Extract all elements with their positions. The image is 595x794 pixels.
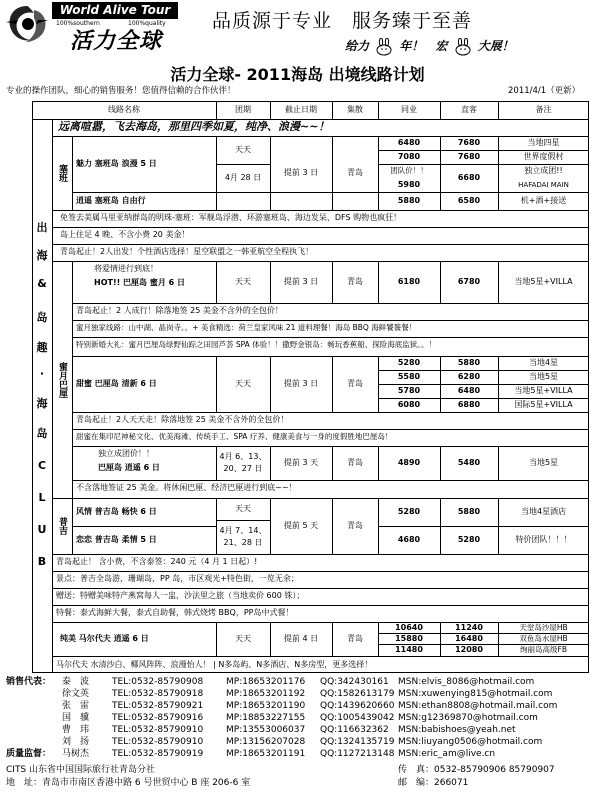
saipan-note: 青岛起止！2人出发！个性酒店选择！星空联盟之一韩亚航空全程执飞！ [60, 247, 314, 256]
col-header-peer-price: 同业 [401, 105, 417, 114]
route-name: 魅力 塞班岛 浪漫 5 日 [76, 159, 157, 168]
tour-dates: 天天 [235, 145, 251, 154]
peer-price: 5880 [397, 196, 421, 205]
remark: 世界度假村 [523, 152, 564, 161]
rep-tel: TEL:0532-85790910 [112, 725, 204, 735]
rep-mobile: MP:18853227155 [226, 713, 306, 723]
direct-price: 7680 [457, 152, 481, 161]
rep-qq: QQ:1005439042 [320, 713, 395, 723]
rep-mobile: MP:18653201176 [226, 677, 306, 687]
slogan-main: 品质源于专业 服务臻于至善 [212, 10, 473, 32]
col-header-direct-price: 直客 [461, 105, 477, 114]
deadline: 提前 3 日 [283, 379, 319, 388]
sidebar-char: 岛 [36, 311, 48, 324]
rep-msn: MSN:liuyang0506@hotmail.com [398, 737, 543, 747]
direct-price: 5280 [457, 535, 481, 544]
supervisor-qq: QQ:1127213148 [320, 749, 395, 759]
route-name: 纯美 马尔代夫 逍遥 6 日 [60, 634, 149, 643]
peer-price: 5280 [397, 507, 421, 516]
rep-mobile: MP:13553006037 [226, 725, 306, 735]
sidebar-char: 出 [36, 221, 48, 234]
direct-price: 6780 [457, 277, 481, 286]
sidebar-char: C [37, 459, 47, 472]
peer-price: 5780 [397, 386, 421, 395]
remark: 当地5星 [528, 372, 559, 381]
rep-msn: MSN:xuwenying815@hotmail.com [398, 689, 553, 699]
remark: 当地4星酒店 [520, 507, 567, 516]
direct-price: 16480 [455, 633, 483, 643]
slogan-line2 [345, 37, 514, 56]
brand-tagline-2: 100%quality [128, 20, 166, 27]
route-name: 恋恋 普吉岛 柔情 5 日 [76, 535, 157, 544]
postal-code: 邮 编：266071 [398, 778, 469, 788]
tour-dates: 4月 28 日 [224, 173, 262, 182]
bali-note: 不含落地签证 25 美金。将休闲巴厘、经济巴厘进行到底~~！ [76, 483, 297, 492]
col-header-remark: 备注 [535, 105, 552, 114]
group-price-label: 团队价！！ [390, 166, 428, 175]
remark: HAFADAI MAIN [518, 181, 569, 189]
sidebar-char: & [37, 277, 47, 290]
rep-name: 泰 波 [62, 677, 90, 687]
peer-price: 6080 [397, 400, 421, 409]
tour-dates: 天天 [235, 277, 251, 286]
direct-price: 12080 [455, 645, 483, 654]
direct-price: 6880 [457, 400, 481, 409]
deadline: 提前 3 天 [283, 458, 319, 467]
subtitle-tagline: 专业的操作团队，细心的销售服务！您值得信赖的合作伙伴！ [6, 86, 236, 96]
rep-qq: QQ:116632362 [320, 725, 389, 735]
col-header-route: 线路名称 [108, 105, 140, 114]
brand-logo-icon [4, 2, 50, 46]
sales-rep-label: 销售代表： [6, 677, 52, 687]
route-tagline: 将爱情进行到底！ [94, 264, 158, 273]
rep-tel: TEL:0532-85790910 [112, 737, 204, 747]
tour-dates: 天天 [235, 379, 251, 388]
rep-mobile: MP:18653201190 [226, 701, 306, 711]
deadline: 提前 3 日 [283, 277, 319, 286]
bali-note: 青岛起止！2人天天走！除落地签 25 美金不含外的全包价！ [76, 415, 289, 424]
hub-city: 青岛 [347, 168, 363, 177]
update-date: 2011/4/1（更新） [508, 86, 581, 96]
col-header-dates: 团期 [235, 105, 251, 114]
route-name: 风情 普吉岛 畅快 6 日 [76, 507, 157, 516]
peer-price: 5280 [397, 358, 421, 367]
supervisor-tel: TEL:0532-85790919 [112, 749, 204, 759]
phuket-note: 青岛起止！ 含小费，不含泰签：240 元（4 月 1 日起）! [56, 557, 258, 566]
sidebar-char: 海 [36, 249, 48, 262]
bali-note: 特别新婚大礼：蜜月巴厘岛绿野仙踪之田园芦荟 SPA 体验！！撒野金银岛：畅玩香蕉船、探险海底监狱。。！ [76, 340, 436, 349]
rep-tel: TEL:0532-85790916 [112, 713, 204, 723]
company-address: 地 址：青岛市市南区香港中路 6 号世贸中心 B 座 206-6 室 [6, 778, 251, 788]
page-title: 活力全球- 2011海岛 出境线路计划 [170, 65, 425, 84]
sidebar-char: · [39, 367, 45, 380]
bali-note: 甜蜜在集印尼神秘文化、优美海滩、传统手工、SPA 疗养、健康美食与一身的度假胜地巴厘岛！ [76, 432, 393, 441]
rep-msn: MSN:ethan8808@hotmail.mail.com [398, 701, 558, 711]
bali-note: 青岛起止！2 人成行！除落地签 25 美金不含外的全包价！ [76, 306, 283, 315]
group-label-bali: 蜜月巴厘 [57, 361, 67, 398]
phuket-note: 赠送：特赠美味特产燕窝每人一盅，沙法里之旅（当地卖价 600 铢）； [56, 591, 305, 600]
supervisor-mobile: MP:18653201191 [226, 749, 306, 759]
intro-banner: 远离喧嚣，飞去海岛，那里四季如夏，纯净、浪漫~~！ [58, 120, 330, 133]
group-label-phuket: 普吉 [57, 517, 67, 535]
peer-price: 5580 [397, 372, 421, 381]
supervisor-msn: MSN:eric_am@live.cn [398, 749, 496, 759]
rep-name: 曹 玮 [62, 725, 90, 735]
brand-tagline-1: 100%southern [56, 20, 100, 27]
rabbit-icon [452, 38, 474, 56]
rep-msn: MSN:elvis_8086@hotmail.com [398, 677, 535, 687]
route-name: 逍遥 塞班岛 自由行 [76, 196, 146, 205]
company-name: CITS 山东省中国国际旅行社青岛分社 [6, 765, 156, 775]
remark: 特价团队！！！ [515, 535, 572, 544]
rep-name: 国 骥 [62, 713, 90, 723]
supervisor-name: 马树杰 [62, 749, 90, 759]
rep-mobile: MP:13156207028 [226, 737, 306, 747]
saipan-note: 岛上住足 4 晚、不含小费 20 美金！ [60, 230, 190, 239]
rep-name: 徐文英 [62, 689, 90, 699]
slogan-part-b: 年！ 宏 [399, 39, 448, 53]
rep-qq: QQ:342430161 [320, 677, 389, 687]
remark: 当地5星+VILLA [514, 386, 573, 395]
sidebar-char: 趣 [36, 341, 48, 354]
rep-tel: TEL:0532-85790918 [112, 689, 204, 699]
phuket-note: 特餐：泰式海鲜大餐，泰式自助餐，韩式烧烤 BBQ，PP岛中式餐！ [56, 608, 294, 617]
peer-price: 5980 [397, 180, 421, 189]
hub-city: 青岛 [347, 379, 363, 388]
rep-name: 张 雷 [62, 701, 90, 711]
rep-qq: QQ:1439620660 [320, 701, 395, 711]
deadline: 提前 5 天 [283, 521, 319, 530]
direct-price: 5480 [457, 458, 481, 467]
direct-price: 6680 [457, 173, 481, 182]
rep-tel: TEL:0532-85790908 [112, 677, 204, 687]
hub-city: 青岛 [347, 521, 363, 530]
sidebar-vertical-title [32, 119, 52, 673]
tour-dates: 天天 [235, 634, 251, 643]
remark: 当地5星 [528, 458, 559, 467]
remark: 机+酒+接送 [520, 196, 567, 205]
maldives-note: 马尔代夫 水清沙白、椰风阵阵、浪漫怡人！ | N多岛屿、N多酒店、N多房型，更多选择！ [56, 660, 373, 669]
peer-price: 4890 [397, 458, 421, 467]
remark: 当地4星 [528, 358, 559, 367]
hub-city: 青岛 [347, 634, 363, 643]
tour-dates: 4月 7、14、21、28 日 [219, 526, 267, 547]
saipan-note: 免签去美属马里亚纳群岛的明珠-塞班：军舰岛浮潜、环游塞班岛、海边发呆、DFS 购物也疯狂！ [60, 213, 402, 222]
direct-price: 5880 [457, 358, 481, 367]
peer-price: 7080 [397, 152, 421, 161]
route-name: 巴厘岛 逍遥 6 日 [98, 463, 160, 472]
rep-name: 刘 扬 [62, 737, 90, 747]
rep-msn: MSN:babishoes@yeah.net [398, 725, 516, 735]
hub-city: 青岛 [347, 277, 363, 286]
remark: 绚丽岛高级FB [520, 645, 567, 654]
direct-price: 6480 [457, 386, 481, 395]
deadline: 提前 3 日 [283, 168, 319, 177]
deadline: 提前 4 日 [283, 634, 319, 643]
remark: 当地5星+VILLA [514, 277, 573, 286]
quality-supervisor-label: 质量监督： [6, 749, 52, 759]
sidebar-char: 海 [36, 397, 48, 410]
peer-price: 4680 [397, 535, 421, 544]
direct-price: 6280 [457, 372, 481, 381]
direct-price: 11240 [455, 622, 483, 632]
rabbit-icon [373, 38, 395, 56]
rep-tel: TEL:0532-85790921 [112, 701, 204, 711]
tour-dates: 天天 [235, 504, 251, 513]
bali-note: 蜜月独家线路：山中湖、晶岗寺。。+ 美食精选：荷兰皇家风味 21 道料理餐！海岛 BBQ 海鲜饕餮餐！ [76, 323, 417, 332]
remark: 独立成团!! [524, 166, 563, 175]
rep-mobile: MP:18653201192 [226, 689, 306, 699]
tour-dates: 4月 6、13、20、27 日 [219, 452, 267, 473]
remark: 国际5星+VILLA [514, 400, 573, 409]
sidebar-char: B [37, 555, 47, 568]
direct-price: 5880 [457, 507, 481, 516]
rep-qq: QQ:1324135719 [320, 737, 395, 747]
hub-city: 青岛 [347, 458, 363, 467]
group-label-saipan: 塞班 [57, 164, 67, 182]
remark: 天堂岛沙屋HB [519, 622, 568, 632]
sidebar-char: L [38, 491, 46, 504]
remark: 双鱼岛水屋HB [519, 633, 568, 643]
brand-chinese-name: 活力全球 [70, 29, 163, 54]
col-header-deadline: 截止日期 [285, 105, 317, 114]
peer-price: 6480 [397, 138, 421, 147]
phuket-note: 景点：普吉全岛游，珊瑚岛，PP 岛，市区观光+特色街，一览无余； [56, 574, 299, 583]
peer-price: 15880 [395, 633, 423, 643]
rep-msn: MSN:g12369870@hotmail.com [398, 713, 538, 723]
remark: 当地四星 [527, 138, 560, 147]
direct-price: 6580 [457, 196, 481, 205]
brand-english-name: World Alive Tour [52, 2, 178, 19]
col-header-hub: 集散 [347, 105, 363, 114]
peer-price: 10640 [395, 622, 423, 632]
slogan-part-c: 大展！ [477, 39, 514, 53]
fax-number: 传 真：0532-85790906 85790907 [398, 765, 555, 775]
rep-qq: QQ:1582613179 [320, 689, 395, 699]
route-name: 甜蜜 巴厘岛 清新 6 日 [76, 379, 157, 388]
sidebar-char: 岛 [36, 427, 48, 440]
slogan-part-a: 给力 [345, 39, 370, 53]
route-tagline: 独立成团价！！ [98, 449, 154, 458]
peer-price: 6180 [397, 277, 421, 286]
peer-price: 11480 [395, 645, 423, 654]
direct-price: 7680 [457, 138, 481, 147]
sidebar-char: U [37, 523, 47, 536]
route-name: HOT!! 巴厘岛 蜜月 6 日 [94, 278, 185, 287]
